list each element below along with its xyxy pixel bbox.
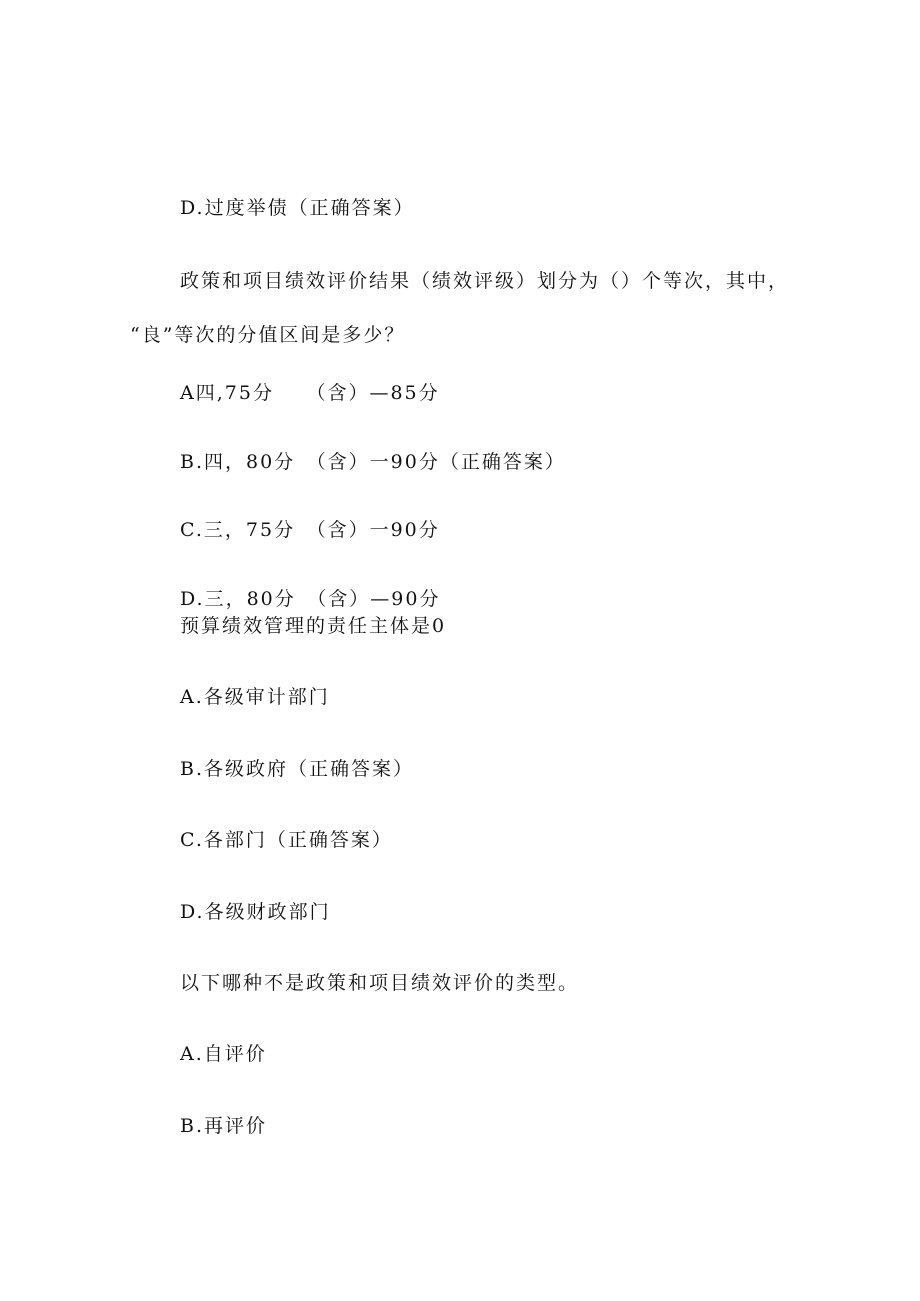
- answer-option-d: D.各级财政部门: [180, 901, 331, 923]
- question-text: 以下哪种不是政策和项目绩效评价的类型。: [180, 972, 580, 994]
- answer-option-a: A四,75分 （含）—85分: [180, 382, 440, 404]
- answer-option-c: C.三，75分 （含）一90分: [180, 519, 440, 541]
- question-text: 预算绩效管理的责任主体是0: [180, 615, 447, 637]
- answer-option-d: D.三，80分 （含）—90分: [180, 588, 441, 610]
- answer-option-c: C.各部门（正确答案）: [180, 829, 393, 851]
- answer-option-b: B.四，80分 （含）一90分（正确答案）: [180, 451, 566, 473]
- answer-option-a: A.自评价: [180, 1043, 267, 1065]
- question-text: 政策和项目绩效评价结果（绩效评级）划分为（）个等次，其中，: [180, 270, 790, 292]
- answer-option-a: A.各级审计部门: [180, 686, 330, 708]
- answer-option-d: D.过度举债（正确答案）: [180, 197, 415, 219]
- answer-option-b: B.再评价: [180, 1115, 268, 1137]
- answer-option-b: B.各级政府（正确答案）: [180, 758, 415, 780]
- question-text-continued: “良”等次的分值区间是多少？: [130, 324, 406, 346]
